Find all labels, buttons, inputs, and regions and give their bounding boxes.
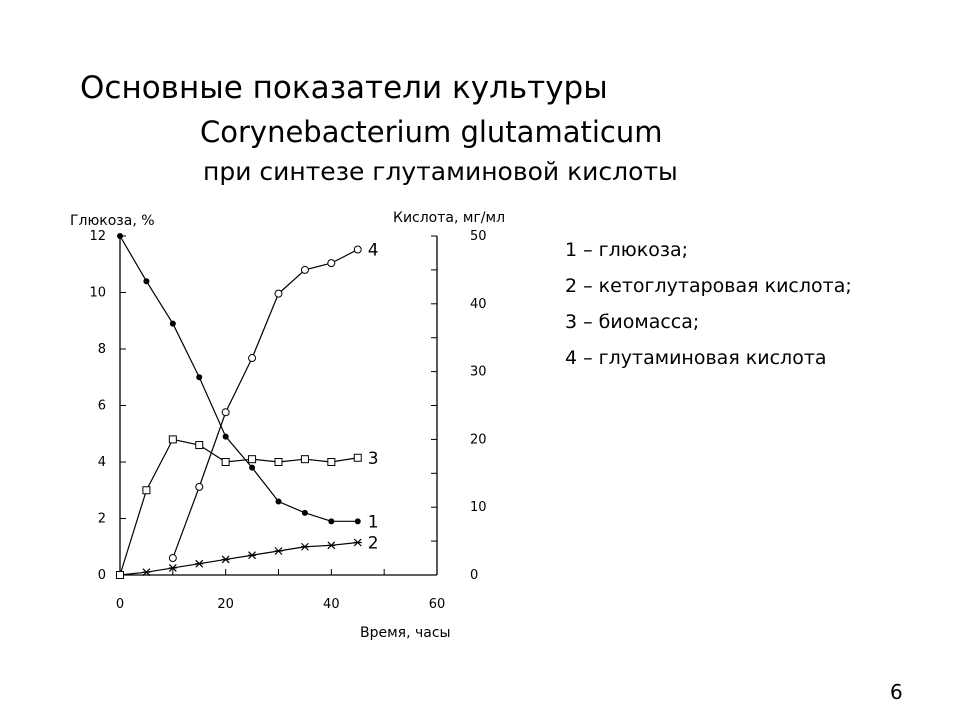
series-1 — [117, 233, 379, 532]
slide-title-line-3: при синтезе глутаминовой кислоты — [203, 157, 678, 186]
data-point — [327, 542, 335, 549]
y-right-tick-label: 0 — [470, 568, 479, 583]
data-point — [195, 560, 203, 567]
series-3 — [117, 436, 379, 579]
slide-title-line-2: Corynebacterium glutamaticum — [200, 115, 663, 149]
data-point — [117, 233, 123, 239]
series-label-1: 1 — [367, 512, 379, 533]
x-tick-label: 0 — [115, 597, 125, 612]
y-left-tick-label: 12 — [89, 229, 106, 244]
x-axis-title: Время, часы — [360, 625, 451, 641]
y-left-tick-label: 10 — [89, 285, 106, 301]
series-4 — [169, 241, 378, 562]
data-point — [275, 459, 282, 466]
legend-item-3: 3 – биомасса; — [565, 311, 700, 333]
y-left-tick-label: 4 — [97, 455, 106, 470]
series-line-4 — [173, 250, 358, 558]
data-point — [249, 456, 256, 463]
y-right-tick-label: 10 — [470, 500, 487, 516]
data-point — [143, 487, 150, 494]
y-left-tick-label: 8 — [97, 342, 106, 357]
data-point — [196, 442, 203, 449]
data-point — [169, 436, 176, 443]
data-point — [117, 572, 124, 579]
data-point — [301, 266, 308, 273]
series-label-3: 3 — [367, 448, 379, 469]
data-point — [196, 374, 202, 380]
data-point — [301, 456, 308, 463]
series-line-1 — [120, 236, 358, 521]
data-point — [301, 543, 309, 550]
data-point — [354, 246, 361, 253]
series-label-2: 2 — [367, 533, 379, 554]
data-point — [223, 434, 229, 440]
y-right-axis-title: Кислота, мг/мл — [393, 210, 506, 226]
y-left-axis-title: Глюкоза, % — [70, 213, 155, 229]
data-point — [222, 409, 229, 416]
y-left-tick-label: 0 — [97, 568, 106, 583]
data-point — [222, 459, 229, 466]
x-tick-label: 40 — [323, 597, 340, 612]
data-point — [354, 454, 361, 461]
series-2 — [116, 534, 379, 579]
series-line-2 — [120, 543, 358, 575]
data-point — [143, 278, 149, 284]
data-point — [275, 290, 282, 297]
legend-item-2: 2 – кетоглутаровая кислота; — [565, 275, 852, 297]
data-point — [169, 555, 176, 562]
x-tick-label: 20 — [217, 597, 234, 612]
data-point — [249, 355, 256, 362]
chart-labels — [70, 210, 505, 641]
page-number: 6 — [890, 680, 903, 704]
data-point — [328, 518, 334, 524]
y-left-tick-label: 6 — [97, 398, 106, 414]
x-tick-label: 60 — [428, 597, 446, 612]
data-point — [328, 459, 335, 466]
series-label-4: 4 — [367, 240, 379, 261]
y-left-tick-label: 2 — [97, 511, 106, 527]
data-point — [355, 518, 361, 524]
y-right-tick-label: 20 — [470, 432, 487, 448]
data-point — [276, 499, 282, 505]
y-right-tick-label: 50 — [470, 229, 487, 244]
y-right-tick-label: 40 — [470, 296, 487, 312]
data-point — [328, 260, 335, 267]
data-point — [302, 510, 308, 516]
legend-item-4: 4 – глутаминовая кислота — [565, 347, 827, 369]
data-point — [275, 547, 283, 554]
data-point — [249, 465, 255, 471]
chart-series — [116, 233, 379, 579]
legend — [565, 232, 852, 376]
data-point — [248, 552, 256, 559]
legend-item-1: 1 – глюкоза; — [565, 239, 689, 261]
data-point — [170, 321, 176, 327]
slide-title-line-1: Основные показатели культуры — [80, 70, 608, 106]
data-point — [354, 539, 362, 546]
y-right-tick-label: 30 — [470, 364, 487, 380]
data-point — [196, 483, 203, 490]
series-line-3 — [120, 439, 358, 575]
data-point — [222, 556, 230, 563]
